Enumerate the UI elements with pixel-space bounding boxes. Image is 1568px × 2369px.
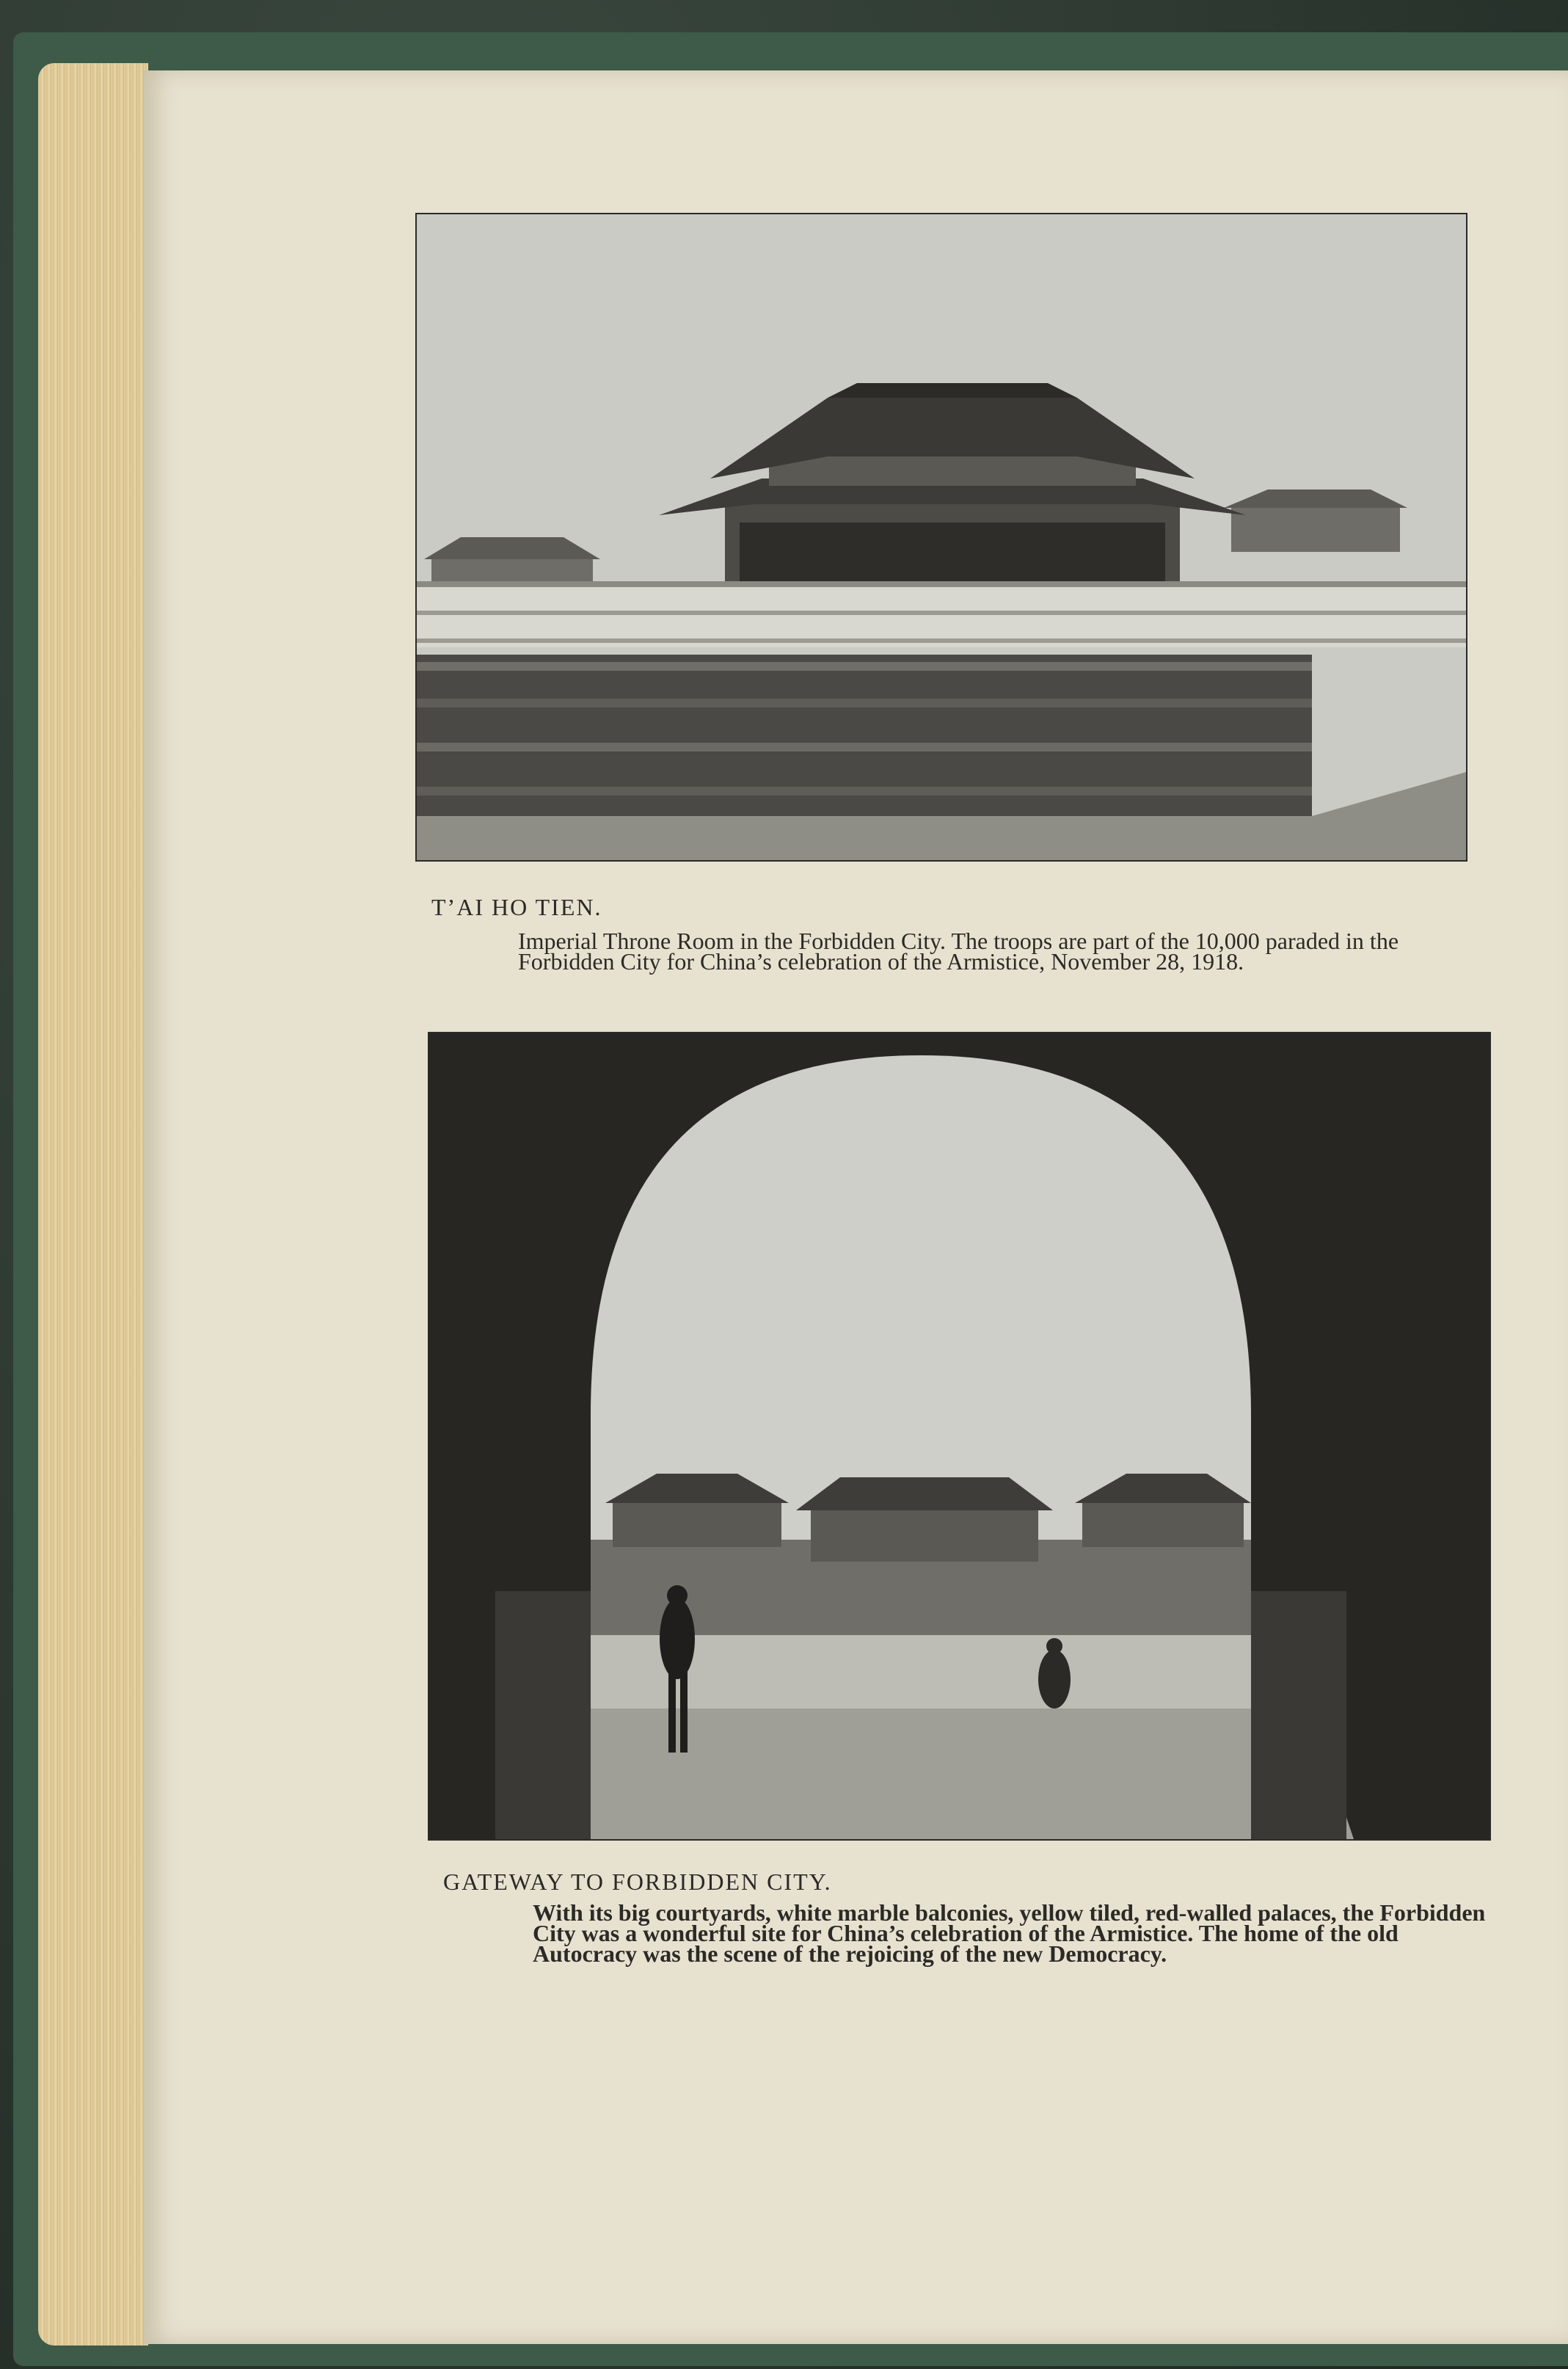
photo-gateway — [428, 1032, 1491, 1841]
figure-2-title: GATEWAY TO FORBIDDEN CITY. — [443, 1868, 832, 1895]
figure-1-caption: Imperial Throne Room in the Forbidden City. The troops are part of the 10,000 paraded in the Forbidden City for China’s celebration of the Armistice, November 28, 1918. — [518, 928, 1399, 975]
figure-1-title: T’AI HO TIEN. — [431, 894, 602, 920]
figure-2-caption: With its big courtyards, white marble balconies, yellow tiled, red-walled palaces, the Forbidden City was a wonderful site for China’s celebration of the Armistice. The home of the old Autocracy was the scene of the rejoicing of the new Democracy. — [533, 1899, 1486, 1967]
photo-tai-ho-tien — [415, 213, 1467, 862]
photo-gateway-drawing — [429, 1033, 1489, 1839]
page-stack-edges — [38, 63, 148, 2346]
photo-tai-ho-tien-drawing — [417, 214, 1466, 860]
